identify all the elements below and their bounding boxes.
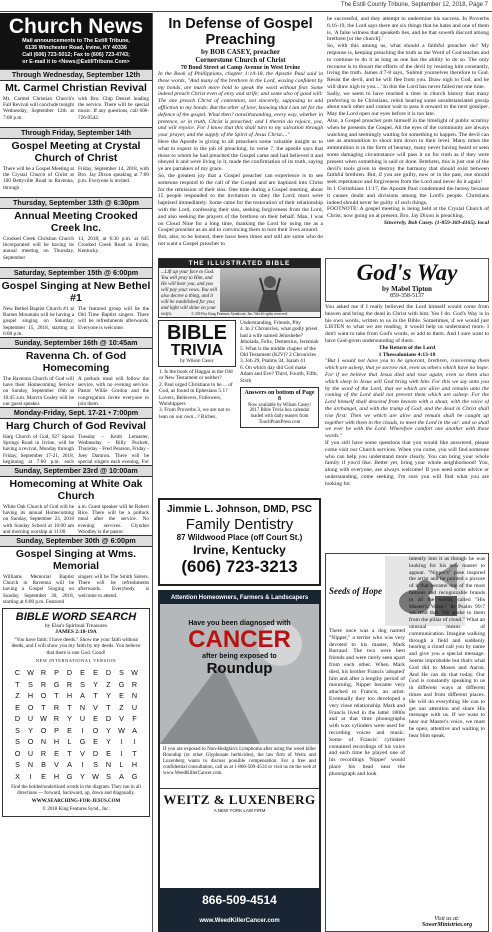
grid-letter: F [132,714,137,724]
page-masthead: The Estill County Tribune, September 12, 2018, Page 7 [0,0,492,12]
grid-letter: T [132,748,137,758]
trivia-byline: by Wilson Casey [180,359,214,364]
event-item [0,267,152,337]
ad-photo [160,604,319,744]
grid-letter: I [120,737,123,747]
illustrated-bible-panel [158,258,321,318]
grid-letter: T [67,702,72,712]
event-text: Friday, September 14, 2018, with Bro. Jay Dixon speaking at 7:00 p.m. Everyone is invited. [78,166,149,185]
event-item [0,337,152,407]
article-column-2 [327,16,489,254]
grid-letter: B [41,760,46,770]
grid-letter: T [67,748,72,758]
dentist-phone: (606) 723-3213 [181,557,298,576]
event-date: Through Wednesday, September 12th [0,69,152,81]
event-title: Homecoming at White Oak Church [9,478,143,502]
grid-letter: Y [106,737,111,747]
grid-letter: R [53,702,60,712]
church-news-sub-4: or E-mail it to <News@EstillTribune.Com> [22,59,130,65]
illustrated-bible-header: THE ILLUSTRATED BIBLE [159,259,320,268]
gods-way-phone: 859-358-5137 [390,293,424,299]
grid-letter: T [41,702,46,712]
event-title: Gospel Meeting at Crystal Church of Christ [11,140,141,164]
gods-way-scripture-ref: 1 Thessalonians 4:13-18 [378,351,436,358]
grid-letter: H [53,737,60,747]
grid-letter: D [14,714,21,724]
grid-letter: U [27,748,34,758]
grid-letter: O [14,748,21,758]
word-search-version: NEW INTERNATIONAL VERSION [35,658,117,664]
grid-letter: G [66,771,73,781]
event-title: Gospel Singing at New Bethel #1 [1,280,151,304]
event-date: Sunday, September 23rd @ 10:00am [0,465,152,477]
article-paragraph: So, the greatest joy that a Gospel preacher can experience is to see someone respond to the call of the Gospel and are baptized into Christ for the remission of their sins. One time during a Gospel meeting, about 15 people responded to the invitation to obey the Lord; most were baptized immediately. Some came for the restoration of their relationship with the Lord, confessing their sins, seeking forgiveness from the Lord, and also seeking the prayers of the brethren on their behalf. Man, I was on Cloud Nine for a long time, thanking the Lord for using me as a Gospel preacher as an aid in convincing them to turn their lives around. [158,172,323,234]
event-date: Thursday, September 13th @ 6:30pm [0,197,152,209]
church-news-banner [0,13,152,69]
gods-way-title: God's Way [356,260,458,285]
seeds-site: SowerMinistries.org [421,922,473,928]
event-text: Mt. Carmel Christian Church's Fall Revival will conclude tonight Wednesday, September 12th at 7:00 p.m. [3,96,74,121]
trivia-question: 6. On which day did God make Adam and Eve? Third, Fourth, Fifth, Sixth [240,364,318,384]
trivia-answers-note: Answers on bottom of Page 8 [244,390,315,403]
grid-letter: Z [119,702,124,712]
grid-letter: A [67,760,72,770]
article-header [158,16,323,72]
grid-letter: L [67,737,72,747]
grid-letter: E [54,748,59,758]
bible-trivia-panel [158,320,321,495]
grid-letter: Z [15,691,20,701]
illustration-image [220,268,320,312]
trivia-question-cont: Understanding, Friends, Pity [240,320,301,326]
gods-way-paragraph: You asked me if I really believed the Lord himself would come from heaven and bring the dead in Christ with him. Yes I do. God's Way is in his own words, written to us in the Bible. Sometimes, if we would just LISTEN to what we are reading, it would help us understand more. I don't want to take from God's words, or add to them. And I sure want to have God-given understanding of them. [325,304,489,344]
event-item [0,465,152,535]
grid-letter: V [80,748,85,758]
gods-way-byline: by Mabel Tipton [382,285,432,293]
ad-question-2: after being exposed to [202,653,277,660]
seeds-title: Seeds of Hope [329,586,382,596]
church-news-sub-1: Mail announcements to The Estill Tribune, [22,38,130,44]
grid-letter: R [40,748,47,758]
event-title: Mt. Carmel Christian Revival [5,82,147,94]
article-byline: by BOB CASEY, preacher [201,48,280,56]
event-item [0,197,152,267]
article-paragraph: In 1 Corinthians 11:17, the Apostle Paul condemned the heresy because it causes doubt and divisions among the Lord's people. Christians indeed should never be guilty of such things. [327,185,489,206]
grid-letter: H [131,760,138,770]
church-news-sub-2: 6135 Winchester Road, Irvine, KY 40336 [25,45,127,51]
grid-letter: O [40,691,47,701]
word-search-byline: by Elsa's Spiritual Treasures [44,623,108,629]
grid-letter: O [27,702,34,712]
word-search-title: BIBLE WORD SEARCH [15,611,137,623]
event-text: a.m. Guest speaker will be Robert Rice. There will be a potluck meal after the service. No evening services. Glyndon Woodley is the pastor. [78,504,149,535]
grid-letter: E [106,748,111,758]
event-body [0,95,152,127]
grid-letter: V [119,714,124,724]
event-body [0,573,152,605]
church-news-sub-3: Call (606) 723-5012; Fax to (606) 723-4743; [22,52,130,58]
illustrated-bible-copyright: © 2018 by King Features Syndicate, Inc. World rights reserved. [191,312,288,316]
grid-letter: S [15,737,20,747]
event-date: Monday-Friday, Sept. 17-21 • 7:00pm [0,407,152,419]
grid-letter: S [119,668,124,678]
trivia-question: 2. Paul urged Christians to be ... of God, as found in Ephesians 5:1? Lovers, Believers, Followers, Worshippers [159,381,233,408]
grid-letter: T [106,702,111,712]
grid-letter: E [93,668,98,678]
grid-letter: G [131,771,138,781]
grid-letter: R [53,714,60,724]
grid-letter: H [27,691,34,701]
grid-letter: O [92,725,99,735]
illustrated-bible-text: ...Lift up your face to God. You will pray to Him, and He will hear you, and you will pay your vows. You will also decree a thing, and it will be established for you; and light will shine on your ways. [161,270,218,317]
grid-letter: D [92,748,99,758]
grid-letter: P [54,725,59,735]
event-text: 13, 2018, at 6:30 p.m. at 645 Crooked Creek Road in Irvine, Kentucky. [78,236,149,255]
event-text: with Bro. Chip Denzel leading the service. There will be special music. If any questions, call 606-726-9542. [78,96,149,121]
event-item [0,69,152,127]
grid-letter: Y [106,691,111,701]
grid-letter: V [54,760,59,770]
event-item [0,535,152,605]
article-signature: Sincerely, Bob Casey. (1-859-369-4165). local [383,219,489,226]
event-date: Sunday, September 16th @ 10:45am [0,337,152,349]
grid-letter: W [118,725,125,735]
grid-letter: O [27,737,34,747]
ad-brand: Roundup [206,660,273,677]
grid-letter: D [105,668,112,678]
trivia-title-box [158,320,236,367]
grid-letter: O [40,725,47,735]
grid-letter: R [66,679,73,689]
event-text: White Oak Church of God will be having its annual Homecoming on Sunday, September 23, 2018 with Sunday School at 10:00 am and morning worship at 11:00 [3,504,74,535]
grid-letter: E [41,771,46,781]
grid-letter: W [40,714,47,724]
grid-letter: G [53,679,60,689]
grid-letter: S [106,771,111,781]
trivia-question: 3. From Proverbs 3, we are not to lean on our own...? Riches, [159,407,231,420]
grid-letter: R [40,679,47,689]
grid-letter: H [66,691,73,701]
seeds-visit: Visit us at: [434,916,460,922]
grid-letter: E [93,737,98,747]
grid-letter: N [105,760,112,770]
gods-way-column [325,258,489,548]
grid-letter: A [132,725,137,735]
trivia-question: 5. What is the middle chapter of the Old Testament (KJV)? 2 Chronicles 3, Job 29, Psalms 34, Isaiah 41 [240,345,317,365]
grid-letter: I [133,737,136,747]
event-item [0,407,152,465]
article-paragraph: So, with this among us, what should a faithful preacher do? My response is, keeping preaching the truth as the Word of God teaches and to continue to do it as long as one has the ability to do so. The only recourse is to thwart the efforts of the devil by resisting him constantly, living the truth. James 4:7-8 says, 'Submit yourselves therefore to God. Resist the devil, and he will flee from you. Draw nigh to God, and he will draw nigh to you....' In this the Lord has never failed me one time. [327,43,489,90]
word-search-verse: "You have faith; I have deeds." Show me your faith without deeds, and I will show you my faith by my deeds. You believe that there is one God. Good! [11,637,141,656]
grid-letter: S [15,725,20,735]
grid-letter: D [66,668,73,678]
grid-letter: E [93,714,98,724]
grid-letter: I [81,760,84,770]
trivia-question: 1. Is the book of Haggai in the Old or New Testament or neither? [159,369,233,382]
law-firm-tagline: A NEW YORK LAW FIRM [213,808,266,813]
church-news-column [0,13,153,932]
trivia-promo: Now available by Wilson Casey! 2017 Bible Trivia box calendar loaded with daily teasers from TouchPointPress.com [247,402,312,425]
event-title: Annual Meeting Crooked Creek Inc. [14,210,138,234]
grid-letter: Y [80,771,85,781]
grid-letter: C [14,668,21,678]
trivia-question: 4. In 2 Chronicles, what godly priest had a wife named Jehoshebe? Jehoiada, Felix, Demetrius, Jeremiah [240,326,319,346]
grid-letter: W [131,668,138,678]
grid-letter: T [15,679,20,689]
seeds-text-2: intently into it as though he was looking for his new master to appear. "Nipper's" pose inspired the artist and he painted a picture of it that became one of the most famous and recognizable brands in all the world, called "His Master's Voice." In Psalm 99:7 we read that "He spoke to them from the pillar of cloud." What an unusual means of communication. Imagine walking through a field and suddenly hearing a cloud call you by name and give you a special message. Seems improbable but that's what God did to Moses and Aaron. And He can do that today. Our God is constantly speaking to us in different ways at different times and from different places. He will do everything He can to get our attention and share His message with us. If we want to hear our Master's voice, we must be open, attentive and waiting to hear Him speak. [409,556,485,739]
grid-letter: I [120,748,123,758]
article-column-1 [158,71,323,254]
ad-header: Attention Homeowners, Farmers & Landscapers [160,592,319,604]
event-text: The featured group will be the Old Time Baptist singers. There will be refreshments afterwards. Everyone is welcome. [78,306,149,331]
grid-letter: N [40,737,47,747]
gods-way-scripture: "But I would not have you to be ignorant, brethren, concerning them which are asleep, that ye sorrow not, even as others which have no hope. For if we believe that Jesus died and rose again, even so them also which sleep in Jesus will God bring with him. For this we say unto you by the word of the Lord, that we which are alive and remain unto the coming of the Lord shall not prevent them which are asleep. For the Lord himself shall descend from heaven with a shout, with the voice of the archangel, and with the trump of God: and the dead in Christ shall rise first: Then we which are alive and remain shall be caught up together with them in the clouds, to meet the Lord in the air: and so shall we ever be with the Lord. Wherefore comfort one another with these words." [325,358,489,440]
event-date: Sunday, September 30th @ 6:00pm [0,535,152,547]
event-text: Harg Church of God, 927 Spout Springs Road in Irvine, will be having a revival, Monday through Friday, September 17-21, 2018, beginning at 7:00 p.m. each [3,434,74,465]
trivia-title-1: BIBLE [167,322,227,344]
grid-letter: N [79,702,86,712]
event-text: New Bethel Baptist Church #1 at Barnes Mountain will be having a gospel singing on Saturday, September 15, 2018, starting at 6:00 p.m. [3,306,74,337]
event-body [0,375,152,407]
grid-letter: N [27,760,34,770]
grid-letter: R [131,679,138,689]
event-body [0,165,152,197]
grid-letter: I [81,725,84,735]
event-text: A potluck meal will follow the service, with no evening service. Pastor Willie Gordon and the congregation invite everyone to join them. [78,376,149,407]
grid-letter: T [93,691,98,701]
seeds-of-hope-column [325,553,489,932]
article-paragraph: In the Book of Phillippians, chapter 1:14-18, the Apostle Paul said in these words, "And many of the brethren in the Lord, waxing confident by my bonds, are much more bold to speak the word without fear. Some indeed preach Christ even of envy and strife; and some also of good will: The one preach Christ of contention, not sincerely, supposing to add affliction to my bonds: But the other of love, knowing that I am set for the defence of the gospel. What then? notwithstanding, every way, whether in pretence, or in truth, Christ is preached; and I therein do rejoice, yea, and will rejoice. For I know that this shall turn to my salvation through your prayer, and the supply of the Spirit of Jesus Christ...." [158,71,323,139]
grid-letter: U [131,702,138,712]
grid-letter: H [53,771,60,781]
grid-letter: Y [93,679,98,689]
ad-cancer-headline: CANCER [188,626,291,653]
grid-letter: G [118,679,125,689]
ad-website: www.WeedKillerCancer.com [199,918,280,924]
event-item [0,127,152,197]
grid-letter: I [29,771,32,781]
article-paragraph: But, also, to be honest, there have been times and still are some who do not want a Gospel preacher to [158,234,323,247]
event-text: singers will be The Smith Sisters. There will be refreshments afterwards. Everybody is welcome to attend. [78,574,149,599]
grid-letter: Y [67,714,72,724]
grid-letter: E [119,691,124,701]
ad-fine-print: If you are exposed to Non-Hodgkin's Lymphoma after using the weed killer Roundup (or other Glyphosate herbicides), the law firm of Weitz and Luxenberg wants to discuss possible compensation. For a free and confidential consultation, call us at 1-866-509-4514 or visit us on the web at www.WeedKillerCancer.com. [163,747,316,776]
dentist-address: 87 Wildwood Place (off Court St.) [176,533,303,542]
word-search-copyright: © 2018 King Features Synd., Inc. [42,807,110,813]
grid-letter: E [15,702,20,712]
event-title: Ravenna Ch. of God Homecoming [25,350,127,374]
grid-letter: U [79,714,86,724]
article-address: 70 Bond Street at Camp Avenue in West Irvine [180,65,301,71]
grid-letter: E [80,668,85,678]
event-text: Williams Memorial Baptist Church in Ravenna will be having a Gospel Singing on Sunday, September 30, 2018, starting at 6:00 p.m. Featured [3,574,74,605]
article-paragraph: be successful, and they attempt to undermine his success. In Proverbs 6:16-19, the Lord says there are six things that he hates and one of them is, 'A false witness that speaketh lies, and he that soweth discord among brethren [or the church].' [327,16,489,43]
roundup-cancer-ad [158,590,321,932]
article-paragraph: Also, a Gospel preacher puts himself in the limelight of public scrutiny when he presents the Gospel. All the eyes of the community are always watching and seemingly waiting for something to happen. The devil can use as ammunition to shoot him down to their level. Many times the ammunition is in the form of hearsay, many never having heard or seen some damaging circumstance will pass it on for truth as if they were present when something is said or done. Brethren, this is just one of the devil's tools given to destroy the harmony that should exist between faithful brethren. But, if you are guilty, now or in the past, one should seek repentance and forgiveness from the Lord and never do it again! [327,117,489,186]
word-search-instructions: Find the bolded/underlined words in the diagram. They run in all directions — forward, backward, up, down and diagonally. [11,785,141,797]
article-paragraph: Sadly, we seem to have reached a time in church history that many preferring to be Christians, relish hearing some unsubstantiated gossip about each other and cannot wait to pass it onward to the next gossiper. May the Lord open our eyes before it is too late. [327,90,489,118]
event-text: The Ravenna Church of God will have their Homecoming Service on Sunday, September 16th at 10:45 a.m. Marvin Cosley will be our guest speaker. [3,376,74,407]
event-title: Harg Church of God Revival [5,420,147,432]
grid-letter: P [54,668,59,678]
right-content-area [155,13,492,932]
grid-letter: A [119,771,124,781]
grid-letter: E [67,725,72,735]
grid-letter: N [131,691,138,701]
dentist-name: Jimmie L. Johnson, DMD, PSC [166,504,313,515]
grid-letter: A [80,691,85,701]
grid-letter: L [119,760,124,770]
dentist-ad [158,498,321,586]
dentist-tagline: Family Dentistry [185,516,294,533]
grid-letter: U [27,714,34,724]
event-list [0,69,152,605]
grid-letter: W [27,668,34,678]
event-body [0,305,152,337]
event-title: Gospel Singing at Wms. Memorial [15,548,137,572]
law-firm-name: WEITZ & LUXENBERG [163,792,316,807]
ad-phone: 866-509-4514 [202,893,277,907]
grid-letter: S [93,760,98,770]
ad-question-1: Have you been diagnosed with [188,620,291,627]
grid-letter: R [40,668,47,678]
event-text: There will be a Gospel Meeting at the Crystal Church of Christ at 100 Bettyville Road in Ravenna, through [3,166,74,191]
event-body [0,235,152,267]
event-date: Saturday, September 15th @ 6:00pm [0,267,152,279]
grid-letter: V [93,702,98,712]
grid-letter: D [105,714,112,724]
word-search-reference: JAMES 2:18-19A [55,629,97,635]
gods-way-header [325,258,489,302]
gods-way-subhead: The Return of the Lord [378,344,436,351]
article-paragraph: Here the Apostle is giving to all preachers some valuable insight as to what to expect in the job of preaching. In verse 7, the apostle says that those to whom he had preached the Gospel came and had believed it and obeyed it and were living in it, made the confirmation of its truth, saying ye are partakers of my grace. [158,138,323,173]
event-text: Crooked Creek Christian Church Incorporated will be having its annual meeting on Thursday, September [3,236,74,261]
dentist-city: Irvine, Kentucky [193,543,286,557]
grid-letter: Z [106,679,111,689]
event-body [0,503,152,535]
event-body [0,433,152,465]
word-search-site: WWW.SEARCHING-FOR-JESUS.COM [31,799,121,805]
praying-figure-illustration [220,268,320,312]
grid-letter: G [79,737,86,747]
church-news-title: Church News [8,15,144,38]
grid-letter: X [15,771,20,781]
grid-letter: S [15,760,20,770]
article-title: In Defense of Gospel Preaching [168,16,313,48]
word-search-puzzle [2,608,150,817]
event-text: Tuesday - Keith Lemaster, Wednesday - Billy Puckett, Thursday - Fred Pearson, Friday - Joey Damron. There will be special singers each evening. For [78,434,149,465]
grid-letter: T [54,691,59,701]
grid-letter: S [28,679,33,689]
article-paragraph: FOOTNOTE: A gospel meeting is being held at the Crystal Church of Christ, now going on at present. Bro. Jay Dixon is preaching. [327,206,489,220]
grid-letter: W [92,771,99,781]
illustrated-bible-verse [159,268,220,317]
trivia-title-2: TRIVIA [170,342,224,359]
grid-letter: Y [28,725,33,735]
word-search-grid [11,667,141,782]
gods-way-paragraph: If you still have some questions that you would like answered, please come visit our Church services. When you come, you will find someone who can help you understand more clearly. You can bring your whole family if you'd like. Better yet, bring your whole neighborhood! You, along with everyone, are always welcome! If you need some advice or understanding, come seeking. I'm sure you will find what you are looking for. [325,439,489,487]
seeds-text-1: There once was a dog named "Nipper," a terrier who was very devoted to his master, Mark Barraud. The two were best friends and were rarely seen apart from each other. When Mark died, his brother Francis 'adopted' him and after a lengthy period of mourning, Nipper became very attached to Francis, an artist. Eventually they too developed a very close relationship. Mark and Francis lived in the latter 1800s and at that time phonographs with wax cylinders were used for recording voices and music. Some of Francis' cylinders contained recordings of his voice and each time he played one of his recordings 'Nipper' would place his head near the phonograph and look [329,628,405,777]
grid-letter: Y [106,725,111,735]
grid-letter: S [80,679,85,689]
event-date: Through Friday, September 14th [0,127,152,139]
article-church: Cornerstone Church of Christ [195,56,286,64]
